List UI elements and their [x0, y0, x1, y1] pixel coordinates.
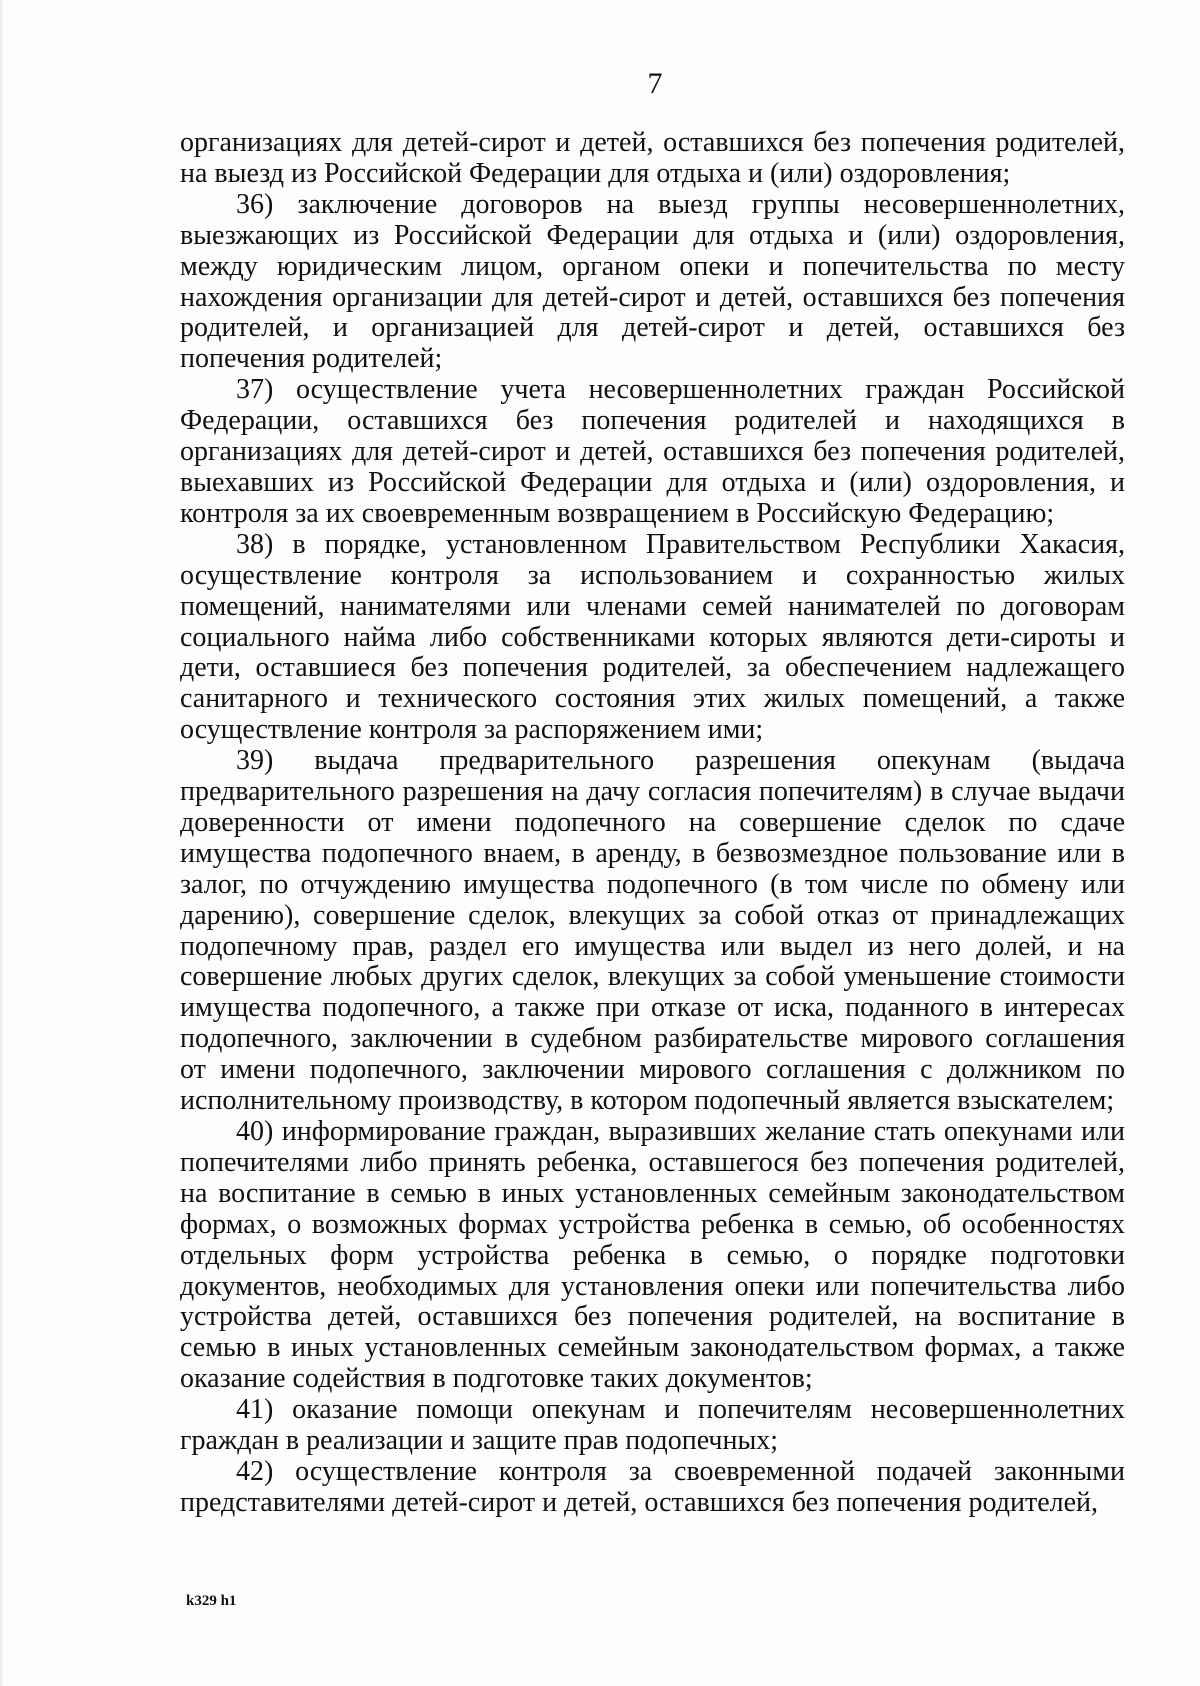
- body-text: [180, 128, 1125, 1519]
- paragraph-item-42: 42) осуществление контроля за своевременной подачей законными представителями детей-сирот и детей, оставшихся без попечения родителей,: [180, 1455, 1125, 1518]
- paragraph-item-38: 38) в порядке, установленном Правительством Республики Хакасия, осуществление контроля за использованием и сохранностью жилых помещений, нанимателями или членами семей нанимателей по договорам социального найма либо собственниками которых являются дети-сироты и дети, оставшиеся без попечения родителей, за обеспечением надлежащего санитарного и технического состояния этих жилых помещений, а также осуществление контроля за распоряжением ими;: [180, 528, 1125, 746]
- scan-edge-shadow: [0, 0, 4, 1686]
- paragraph-item-40: 40) информирование граждан, выразивших желание стать опекунами или попечителями либо принять ребенка, оставшегося без попечения родителей, на воспитание в семью в иных установленных семейным законодательством формах, о возможных формах устройства ребенка в семью, об особенностях отдельных форм устройства ребенка в семью, о порядке подготовки документов, необходимых для установления опеки или попечительства либо устройства детей, оставшихся без попечения родителей, на воспитание в семью в иных установленных семейным законодательством формах, а также оказание содействия в подготовке таких документов;: [180, 1116, 1125, 1395]
- page-number: 7: [647, 67, 663, 100]
- paragraph-continuation: организациях для детей-сирот и детей, оставшихся без попечения родителей, на выезд из Российской Федерации для отдыха и (или) оздоровления;: [180, 127, 1125, 189]
- paragraph-item-41: 41) оказание помощи опекунам и попечителям несовершеннолетних граждан в реализации и защите прав подопечных;: [180, 1394, 1125, 1457]
- footer-document-code: k329 h1: [186, 1593, 237, 1609]
- paragraph-item-37: 37) осуществление учета несовершеннолетних граждан Российской Федерации, оставшихся без попечения родителей и находящихся в организациях для детей-сирот и детей, оставшихся без попечения родителей, выехавших из Российской Федерации для отдыха и (или) оздоровления, и контроля за их своевременным возвращением в Российскую Федерацию;: [180, 374, 1125, 529]
- paragraph-item-36: 36) заключение договоров на выезд группы несовершеннолетних, выезжающих из Российской Федерации для отдыха и (или) оздоровления, между юридическим лицом, органом опеки и попечительства по месту нахождения организации для детей-сирот и детей, оставшихся без попечения родителей, и организацией для детей-сирот и детей, оставшихся без попечения родителей;: [180, 188, 1125, 375]
- paragraph-item-39: 39) выдача предварительного разрешения опекунам (выдача предварительного разрешения на дачу согласия попечителям) в случае выдачи доверенности от имени подопечного на совершение сделок по сдаче имущества подопечного внаем, в аренду, в безвозмездное пользование или в залог, по отчуждению имущества подопечного (в том числе по обмену или дарению), совершение сделок, влекущих за собой отказ от принадлежащих подопечному прав, раздел его имущества или выдел из него долей, и на совершение любых других сделок, влекущих за собой уменьшение стоимости имущества подопечного, а также при отказе от иска, поданного в интересах подопечного, заключении в судебном разбирательстве мирового соглашения от имени подопечного, заключении мирового соглашения с должником по исполнительному производству, в котором подопечный является взыскателем;: [180, 745, 1125, 1117]
